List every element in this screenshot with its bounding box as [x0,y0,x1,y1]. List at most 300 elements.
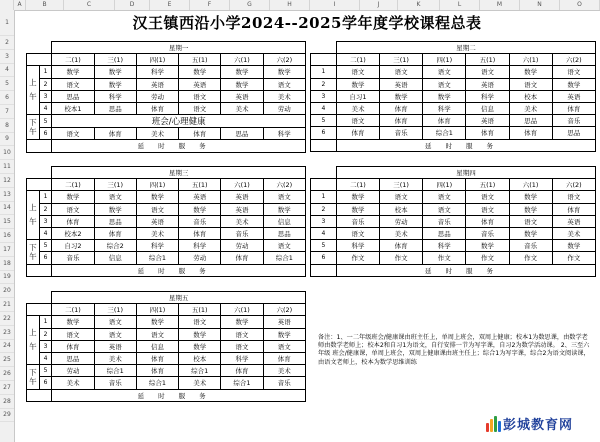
blank-cell[interactable] [27,42,52,54]
column-letter[interactable]: C [64,0,115,10]
blank-cell[interactable] [27,292,52,304]
period-number[interactable]: 2 [311,78,337,90]
row-number[interactable]: 25 [0,353,14,367]
class-header[interactable]: 五(1) [179,179,221,191]
course-cell[interactable]: 美术 [380,227,423,239]
class-header[interactable]: 二(1) [52,54,94,66]
row-number[interactable]: 10 [0,146,14,160]
course-cell[interactable]: 数学 [263,203,305,215]
course-cell[interactable]: 美术 [263,90,305,102]
course-cell[interactable]: 体育 [380,115,423,127]
course-cell[interactable]: 体育 [136,365,178,377]
class-header[interactable]: 六(2) [552,179,595,191]
course-cell[interactable]: 数学 [94,66,136,78]
course-cell[interactable]: 语文 [52,328,94,340]
row-number[interactable]: 3 [0,50,14,64]
course-cell[interactable]: 思品 [221,128,263,140]
course-cell[interactable]: 语文 [52,78,94,90]
day-header[interactable]: 星期五 [52,292,306,304]
after-school-service[interactable]: 延时服务 [52,140,306,152]
course-cell[interactable]: 体育 [179,227,221,239]
course-cell[interactable]: 美术 [221,215,263,227]
day-header[interactable]: 星期一 [52,42,306,54]
course-cell[interactable]: 综合1 [221,377,263,389]
course-cell[interactable]: 语文 [263,191,305,203]
course-cell[interactable]: 综合1 [423,127,466,139]
course-cell[interactable]: 数学 [52,66,94,78]
course-cell[interactable]: 数学 [221,316,263,328]
period-number[interactable]: 3 [311,90,337,102]
course-cell[interactable]: 劳动 [221,240,263,252]
course-cell[interactable]: 美术 [552,227,595,239]
column-letter[interactable]: F [190,0,230,10]
course-cell[interactable]: 音乐 [552,115,595,127]
course-cell[interactable]: 体育 [179,128,221,140]
class-header[interactable]: 二(1) [52,179,94,191]
course-cell[interactable]: 体育 [466,215,509,227]
blank-cell[interactable] [27,304,52,316]
course-cell[interactable]: 数学 [509,203,552,215]
course-cell[interactable]: 语文 [466,66,509,78]
course-cell[interactable]: 体育 [509,127,552,139]
course-cell[interactable]: 语文 [263,240,305,252]
period-number[interactable]: 1 [39,66,52,78]
blank-cell[interactable] [27,389,52,401]
course-cell[interactable]: 思品 [52,90,94,102]
row-number[interactable]: 11 [0,160,14,174]
course-cell[interactable]: 数学 [336,78,379,90]
period-number[interactable]: 6 [311,252,337,264]
afternoon-label[interactable]: 下午 [27,115,40,140]
course-cell[interactable]: 语文 [552,191,595,203]
period-number[interactable]: 4 [311,102,337,114]
course-cell[interactable]: 音乐 [179,215,221,227]
course-cell[interactable]: 美术 [136,227,178,239]
course-cell[interactable]: 综合1 [136,252,178,264]
course-cell[interactable]: 数学 [179,340,221,352]
after-school-service[interactable]: 延时服务 [52,389,306,401]
course-cell[interactable]: 英语 [136,215,178,227]
morning-label[interactable]: 上午 [27,191,40,240]
course-cell[interactable]: 英语 [179,191,221,203]
row-number[interactable]: 4 [0,64,14,78]
period-number[interactable]: 6 [39,252,52,264]
course-cell[interactable]: 思品 [423,227,466,239]
period-number[interactable]: 2 [39,328,52,340]
course-cell[interactable]: 信息 [94,252,136,264]
course-cell[interactable]: 数学 [263,66,305,78]
class-header[interactable]: 二(1) [52,304,94,316]
course-cell[interactable]: 科学 [336,240,379,252]
course-cell[interactable]: 体育 [380,240,423,252]
period-number[interactable]: 4 [311,227,337,239]
period-number[interactable]: 2 [39,203,52,215]
course-cell[interactable]: 数学 [179,328,221,340]
course-cell[interactable]: 科学 [136,66,178,78]
class-header[interactable]: 四(1) [423,54,466,66]
course-cell[interactable]: 数学 [94,203,136,215]
course-cell[interactable]: 语文 [263,340,305,352]
row-number[interactable]: 24 [0,340,14,354]
course-cell[interactable]: 音乐 [52,252,94,264]
column-letter[interactable]: L [440,0,480,10]
class-header[interactable]: 四(1) [136,54,178,66]
course-cell[interactable]: 数学 [52,316,94,328]
period-number[interactable]: 3 [39,340,52,352]
corner-cell[interactable] [0,0,14,10]
period-number[interactable]: 6 [39,377,52,389]
course-cell[interactable]: 语文 [52,203,94,215]
class-header[interactable]: 三(1) [380,179,423,191]
period-number[interactable]: 5 [311,115,337,127]
course-cell[interactable]: 语文 [336,115,379,127]
period-number[interactable]: 3 [311,215,337,227]
course-cell[interactable]: 数学 [552,240,595,252]
course-cell[interactable]: 语文 [52,128,94,140]
course-cell[interactable]: 作文 [380,252,423,264]
column-letter[interactable]: J [360,0,398,10]
course-cell[interactable]: 科学 [423,102,466,114]
course-cell[interactable]: 校本 [509,90,552,102]
course-cell[interactable]: 作文 [509,252,552,264]
course-cell[interactable]: 美术 [336,102,379,114]
after-school-service[interactable]: 延时服务 [336,264,595,276]
period-number[interactable]: 5 [311,240,337,252]
course-cell[interactable]: 思品 [52,352,94,364]
class-header[interactable]: 六(2) [263,54,305,66]
column-letter[interactable]: M [480,0,520,10]
row-number[interactable]: 12 [0,174,14,188]
course-cell[interactable]: 体育 [466,127,509,139]
class-header[interactable]: 六(1) [509,179,552,191]
course-cell[interactable]: 音乐 [221,227,263,239]
course-cell[interactable]: 科学 [179,240,221,252]
course-cell[interactable]: 自习1 [336,90,379,102]
course-cell[interactable]: 数学 [136,316,178,328]
course-cell[interactable]: 数学 [221,66,263,78]
course-cell[interactable]: 劳动 [52,365,94,377]
row-number[interactable]: 29 [0,409,14,423]
class-header[interactable]: 三(1) [94,304,136,316]
course-cell[interactable]: 语文 [423,191,466,203]
course-cell[interactable]: 英语 [380,78,423,90]
course-cell[interactable]: 思品 [263,227,305,239]
blank-cell[interactable] [311,167,337,179]
blank-cell[interactable] [27,179,52,191]
course-cell[interactable]: 音乐 [509,240,552,252]
course-cell[interactable]: 美术 [263,365,305,377]
course-cell[interactable]: 数学 [509,66,552,78]
course-cell[interactable]: 体育 [52,215,94,227]
course-cell[interactable]: 英语 [221,203,263,215]
period-number[interactable]: 4 [39,102,52,114]
course-cell[interactable]: 音乐 [263,377,305,389]
row-number[interactable]: 20 [0,284,14,298]
course-cell[interactable]: 数学 [509,227,552,239]
course-cell[interactable]: 语文 [263,78,305,90]
course-cell[interactable]: 语文 [336,227,379,239]
course-cell[interactable]: 数学 [179,203,221,215]
course-cell[interactable]: 科学 [221,352,263,364]
column-letter[interactable]: N [520,0,560,10]
course-cell[interactable]: 思品 [94,215,136,227]
period-number[interactable]: 2 [311,203,337,215]
period-number[interactable]: 4 [39,227,52,239]
afternoon-label[interactable]: 下午 [27,240,40,264]
course-cell[interactable]: 语文 [136,328,178,340]
row-number[interactable]: 18 [0,257,14,271]
course-cell[interactable]: 数学 [221,78,263,90]
course-cell[interactable]: 科学 [263,128,305,140]
course-cell[interactable]: 体育 [552,102,595,114]
blank-cell[interactable] [27,264,52,276]
class-header[interactable]: 五(1) [179,304,221,316]
course-cell[interactable]: 英语 [552,215,595,227]
course-cell[interactable]: 美术 [52,377,94,389]
course-cell[interactable]: 综合2 [94,240,136,252]
row-number[interactable]: 28 [0,395,14,409]
course-cell[interactable]: 数学 [509,191,552,203]
course-cell[interactable]: 思品 [94,102,136,114]
blank-cell[interactable] [311,42,337,54]
course-cell[interactable]: 校本 [380,203,423,215]
row-number[interactable]: 17 [0,243,14,257]
row-number[interactable]: 13 [0,188,14,202]
class-header[interactable]: 五(1) [466,54,509,66]
blank-cell[interactable] [311,264,337,276]
sheet-title[interactable]: 汉王镇西沿小学2024--2025学年度学校课程总表 [132,14,482,32]
course-cell[interactable]: 英语 [94,340,136,352]
course-cell[interactable]: 音乐 [336,215,379,227]
column-letter[interactable]: H [270,0,310,10]
course-cell[interactable]: 语文 [466,203,509,215]
course-cell[interactable]: 科学 [423,240,466,252]
period-number[interactable]: 1 [311,66,337,78]
course-cell[interactable]: 科学 [94,90,136,102]
course-cell[interactable]: 音乐 [466,227,509,239]
class-header[interactable]: 三(1) [380,54,423,66]
course-cell[interactable]: 数学 [136,191,178,203]
after-school-service[interactable]: 延时服务 [52,264,306,276]
afternoon-label[interactable]: 下午 [27,365,40,389]
row-number[interactable]: 7 [0,105,14,119]
row-number[interactable]: 16 [0,229,14,243]
course-cell[interactable]: 校本2 [52,227,94,239]
course-cell[interactable]: 劳动 [136,90,178,102]
morning-label[interactable]: 上午 [27,66,40,115]
course-cell[interactable]: 体育 [221,365,263,377]
course-cell[interactable]: 英语 [221,90,263,102]
course-cell[interactable]: 数学 [94,78,136,90]
course-cell[interactable]: 英语 [466,115,509,127]
blank-cell[interactable] [27,54,52,66]
row-number[interactable]: 8 [0,119,14,133]
course-cell[interactable]: 科学 [136,240,178,252]
class-header[interactable]: 三(1) [94,179,136,191]
course-cell[interactable]: 语文 [380,66,423,78]
course-cell[interactable]: 数学 [466,240,509,252]
course-cell[interactable]: 体育 [380,102,423,114]
course-cell[interactable]: 体育 [94,128,136,140]
course-cell[interactable]: 体育 [263,352,305,364]
course-cell[interactable]: 作文 [466,252,509,264]
course-cell[interactable]: 劳动 [263,102,305,114]
day-header[interactable]: 星期三 [52,167,306,179]
period-number[interactable]: 4 [39,352,52,364]
course-cell[interactable]: 体育 [52,340,94,352]
course-cell[interactable]: 数学 [423,90,466,102]
course-cell[interactable]: 美术 [136,128,178,140]
course-cell[interactable]: 自习2 [52,240,94,252]
course-cell[interactable]: 体育 [136,102,178,114]
course-cell[interactable]: 数学 [336,203,379,215]
course-cell[interactable]: 数学 [52,191,94,203]
course-cell[interactable]: 英语 [136,78,178,90]
row-number[interactable]: 22 [0,312,14,326]
course-cell[interactable]: 作文 [336,252,379,264]
period-number[interactable]: 5 [39,365,52,377]
course-cell[interactable]: 语文 [423,203,466,215]
class-header[interactable]: 六(2) [552,54,595,66]
course-cell[interactable]: 综合1 [263,252,305,264]
course-cell[interactable]: 语文 [94,328,136,340]
course-cell[interactable]: 数学 [336,191,379,203]
period-number[interactable]: 6 [311,127,337,139]
course-cell[interactable]: 语文 [509,215,552,227]
course-cell[interactable]: 信息 [136,340,178,352]
course-cell[interactable]: 劳动 [380,215,423,227]
course-cell[interactable]: 音乐 [380,127,423,139]
blank-cell[interactable] [311,179,337,191]
course-cell[interactable]: 数学 [179,66,221,78]
course-cell[interactable]: 语文 [94,191,136,203]
blank-cell[interactable] [311,139,337,151]
course-cell[interactable]: 英语 [552,90,595,102]
remarks-note[interactable]: 备注：1、一二年级班会/健康课由班主任上，单周上班会，双周上健康；校本1为数思课，由数学老师由数学老师上；校本2和自习1为语文，自行安排一节为写字课，自习2为数学活动课。 2、三至六年级 班会/健康课，单周上班会，双周上健康课由班主任上；综合1为写字课，综合2为语文阅读课，由语文老师上，校本为数学思维训练 [318,334,590,366]
morning-label[interactable]: 上午 [27,316,40,365]
class-header[interactable]: 二(1) [336,54,379,66]
row-number[interactable]: 26 [0,367,14,381]
course-cell[interactable]: 语文 [221,328,263,340]
class-header[interactable]: 六(1) [221,54,263,66]
after-school-service[interactable]: 延时服务 [336,139,595,151]
blank-cell[interactable] [311,54,337,66]
column-letter[interactable]: K [398,0,440,10]
column-letter[interactable]: G [230,0,270,10]
course-cell[interactable]: 语文 [552,66,595,78]
course-cell[interactable]: 数学 [552,78,595,90]
period-number[interactable]: 3 [39,90,52,102]
period-number[interactable]: 1 [39,316,52,328]
row-number[interactable]: 15 [0,215,14,229]
course-cell[interactable]: 美术 [221,102,263,114]
class-header[interactable]: 五(1) [179,54,221,66]
course-cell[interactable]: 语文 [509,78,552,90]
course-cell[interactable]: 综合1 [94,365,136,377]
course-cell[interactable]: 语文 [423,66,466,78]
period-number[interactable]: 3 [39,215,52,227]
class-header[interactable]: 六(1) [509,54,552,66]
class-header[interactable]: 六(1) [221,304,263,316]
course-cell[interactable]: 思品 [509,115,552,127]
row-number[interactable]: 27 [0,381,14,395]
column-letter[interactable]: A [14,0,26,10]
course-cell[interactable]: 语文 [179,316,221,328]
period-number[interactable]: 2 [39,78,52,90]
class-header[interactable]: 四(1) [136,304,178,316]
course-cell[interactable]: 校本 [179,352,221,364]
course-cell[interactable]: 语文 [136,203,178,215]
class-header[interactable]: 四(1) [136,179,178,191]
class-header[interactable]: 四(1) [423,179,466,191]
period-number[interactable]: 1 [311,191,337,203]
row-number[interactable]: 1 [0,10,14,36]
course-cell[interactable]: 美术 [179,377,221,389]
course-cell[interactable]: 劳动 [179,252,221,264]
class-header[interactable]: 五(1) [466,179,509,191]
merged-course-cell[interactable]: 班会/心理健康 [52,115,306,128]
row-number[interactable]: 19 [0,271,14,285]
course-cell[interactable]: 综合1 [136,377,178,389]
period-number[interactable]: 6 [39,128,52,140]
period-number[interactable]: 5 [39,115,52,128]
course-cell[interactable]: 语文 [179,102,221,114]
course-cell[interactable]: 作文 [552,252,595,264]
day-header[interactable]: 星期四 [336,167,595,179]
row-number[interactable]: 9 [0,133,14,147]
course-cell[interactable]: 美术 [509,102,552,114]
class-header[interactable]: 六(2) [263,304,305,316]
course-cell[interactable]: 体育 [336,127,379,139]
course-cell[interactable]: 语文 [336,66,379,78]
course-cell[interactable]: 综合1 [179,365,221,377]
day-header[interactable]: 星期二 [336,42,595,54]
period-number[interactable]: 5 [39,240,52,252]
course-cell[interactable]: 语文 [221,340,263,352]
row-number[interactable]: 6 [0,91,14,105]
column-letter[interactable]: D [115,0,150,10]
course-cell[interactable]: 数学 [380,90,423,102]
row-number[interactable]: 23 [0,326,14,340]
period-number[interactable]: 1 [39,191,52,203]
class-header[interactable]: 六(1) [221,179,263,191]
course-cell[interactable]: 语文 [94,316,136,328]
course-cell[interactable]: 数学 [263,328,305,340]
row-number[interactable]: 21 [0,298,14,312]
course-cell[interactable]: 体育 [423,115,466,127]
course-cell[interactable]: 校本1 [52,102,94,114]
class-header[interactable]: 六(2) [263,179,305,191]
row-number[interactable]: 2 [0,36,14,50]
row-number[interactable]: 5 [0,77,14,91]
course-cell[interactable]: 英语 [263,316,305,328]
course-cell[interactable]: 语文 [466,191,509,203]
course-cell[interactable]: 英语 [179,78,221,90]
column-letter[interactable]: O [560,0,600,10]
course-cell[interactable]: 音乐 [423,215,466,227]
column-letter[interactable]: B [26,0,64,10]
course-cell[interactable]: 语文 [423,78,466,90]
course-cell[interactable]: 语文 [380,191,423,203]
course-cell[interactable]: 科学 [466,90,509,102]
course-cell[interactable]: 音乐 [94,377,136,389]
course-cell[interactable]: 英语 [466,78,509,90]
course-cell[interactable]: 美术 [94,352,136,364]
blank-cell[interactable] [27,167,52,179]
column-letter[interactable]: I [310,0,360,10]
course-cell[interactable]: 体育 [221,252,263,264]
course-cell[interactable]: 信息 [263,215,305,227]
